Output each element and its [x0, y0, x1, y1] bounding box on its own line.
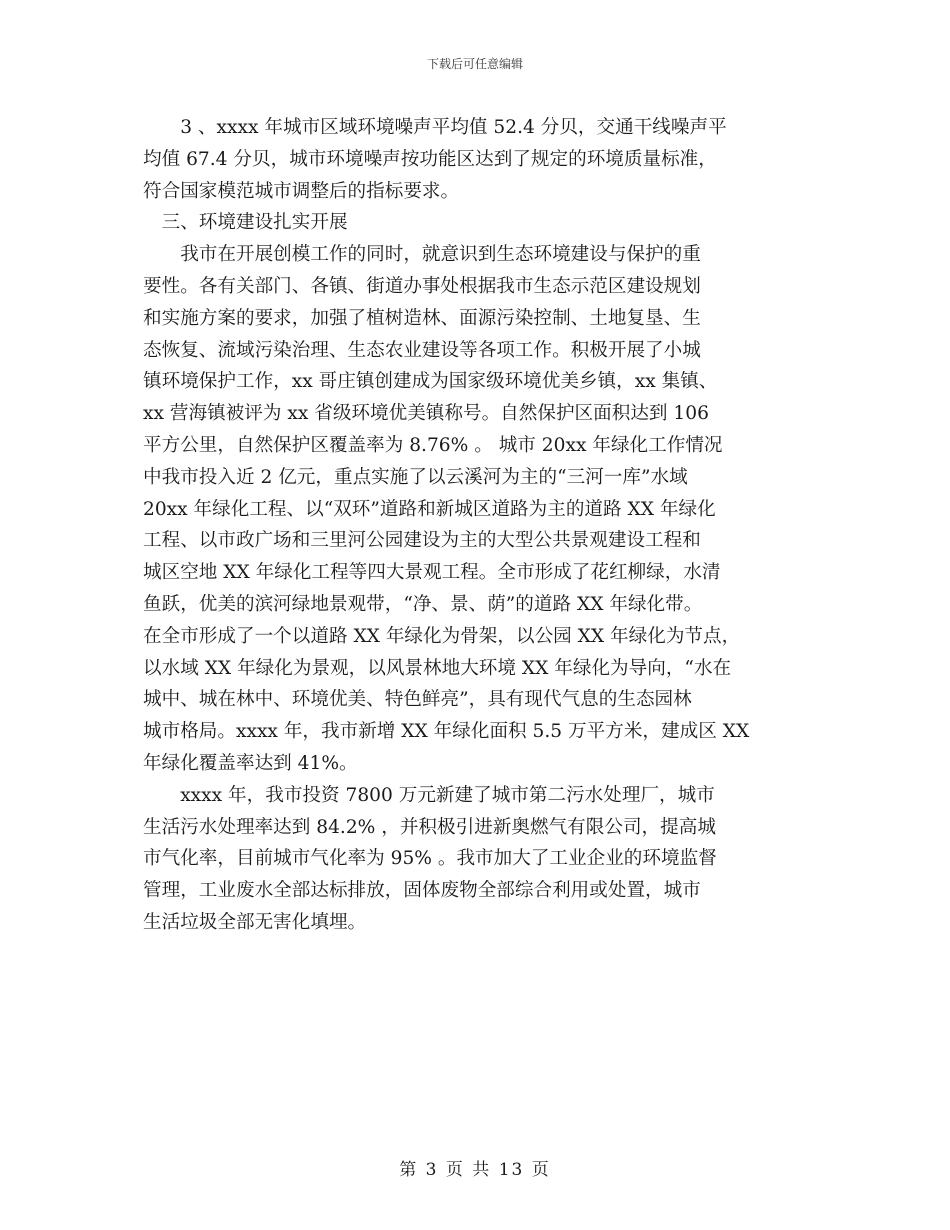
text-line: 我市在开展创模工作的同时，就意识到生态环境建设与保护的重	[180, 244, 701, 266]
text-line: 平方公里，自然保护区覆盖率为 8.76% 。 城市 20xx 年绿化工作情况	[143, 434, 723, 456]
text-line: 要性。各有关部门、各镇、街道办事处根据我市生态示范区建设规划	[143, 275, 701, 297]
text-line: 城区空地 XX 年绿化工程等四大景观工程。全市形成了花红柳绿，水清	[143, 562, 721, 584]
text-line: xxxx 年，我市投资 7800 万元新建了城市第二污水处理厂，城市	[180, 784, 715, 806]
text-line: 市气化率，目前城市气化率为 95% 。我市加大了工业企业的环境监督	[143, 848, 717, 870]
section-heading	[143, 207, 808, 239]
paragraph-noise-statistics	[143, 112, 808, 207]
text-line: 工程、以市政广场和三里河公园建设为主的大型公共景观建设工程和	[143, 530, 701, 552]
page-header: 下载后可任意编辑	[426, 57, 523, 71]
text-line: 以水域 XX 年绿化为景观，以风景林地大环境 XX 年绿化为导向，“水在	[143, 657, 732, 679]
text-line: 城市格局。xxxx 年，我市新增 XX 年绿化面积 5.5 万平方米，建成区 XX	[143, 721, 750, 743]
text-line: 20xx 年绿化工程、以“双环”道路和新城区道路为主的道路 XX 年绿化	[143, 498, 716, 520]
text-line: 生活垃圾全部无害化填埋。	[143, 911, 367, 933]
document-body	[143, 112, 808, 939]
text-line: 和实施方案的要求，加强了植树造林、面源污染控制、土地复垦、生	[143, 307, 701, 329]
text-line: 鱼跃，优美的滨河绿地景观带，“净、景、荫”的道路 XX 年绿化带。	[143, 593, 703, 615]
text-line: 管理，工业废水全部达标排放，固体废物全部综合利用或处置，城市	[143, 880, 701, 902]
text-line: 符合国家模范城市调整后的指标要求。	[143, 180, 460, 202]
page-number: 第 3 页 共 13 页	[399, 1160, 551, 1180]
paragraph-sewage-treatment	[143, 780, 808, 939]
text-line: xx 营海镇被评为 xx 省级环境优美镇称号。自然保护区面积达到 106	[143, 403, 709, 425]
text-line: 3 、xxxx 年城市区域环境噪声平均值 52.4 分贝，交通干线噪声平	[180, 117, 727, 138]
text-line: 城中、城在林中、环境优美、特色鲜亮”，具有现代气息的生态园林	[143, 689, 692, 711]
text-line: 在全市形成了一个以道路 XX 年绿化为骨架，以公园 XX 年绿化为节点，	[143, 625, 741, 647]
text-line: 年绿化覆盖率达到 41%。	[143, 752, 358, 774]
text-line: 生活污水处理率达到 84.2% ，并积极引进新奥燃气有限公司，提高城	[143, 816, 716, 838]
text-line: 镇环境保护工作，xx 哥庄镇创建成为国家级环境优美乡镇，xx 集镇、	[143, 371, 718, 393]
text-line: 中我市投入近 2 亿元，重点实施了以云溪河为主的“三河一库”水域	[143, 466, 688, 488]
section-heading-text: 三、环境建设扎实开展	[161, 212, 348, 234]
text-line: 均值 67.4 分贝，城市环境噪声按功能区达到了规定的环境质量标准，	[143, 148, 717, 170]
paragraph-ecological-construction	[143, 239, 808, 780]
text-line: 态恢复、流域污染治理、生态农业建设等各项工作。积极开展了小城	[143, 339, 701, 361]
